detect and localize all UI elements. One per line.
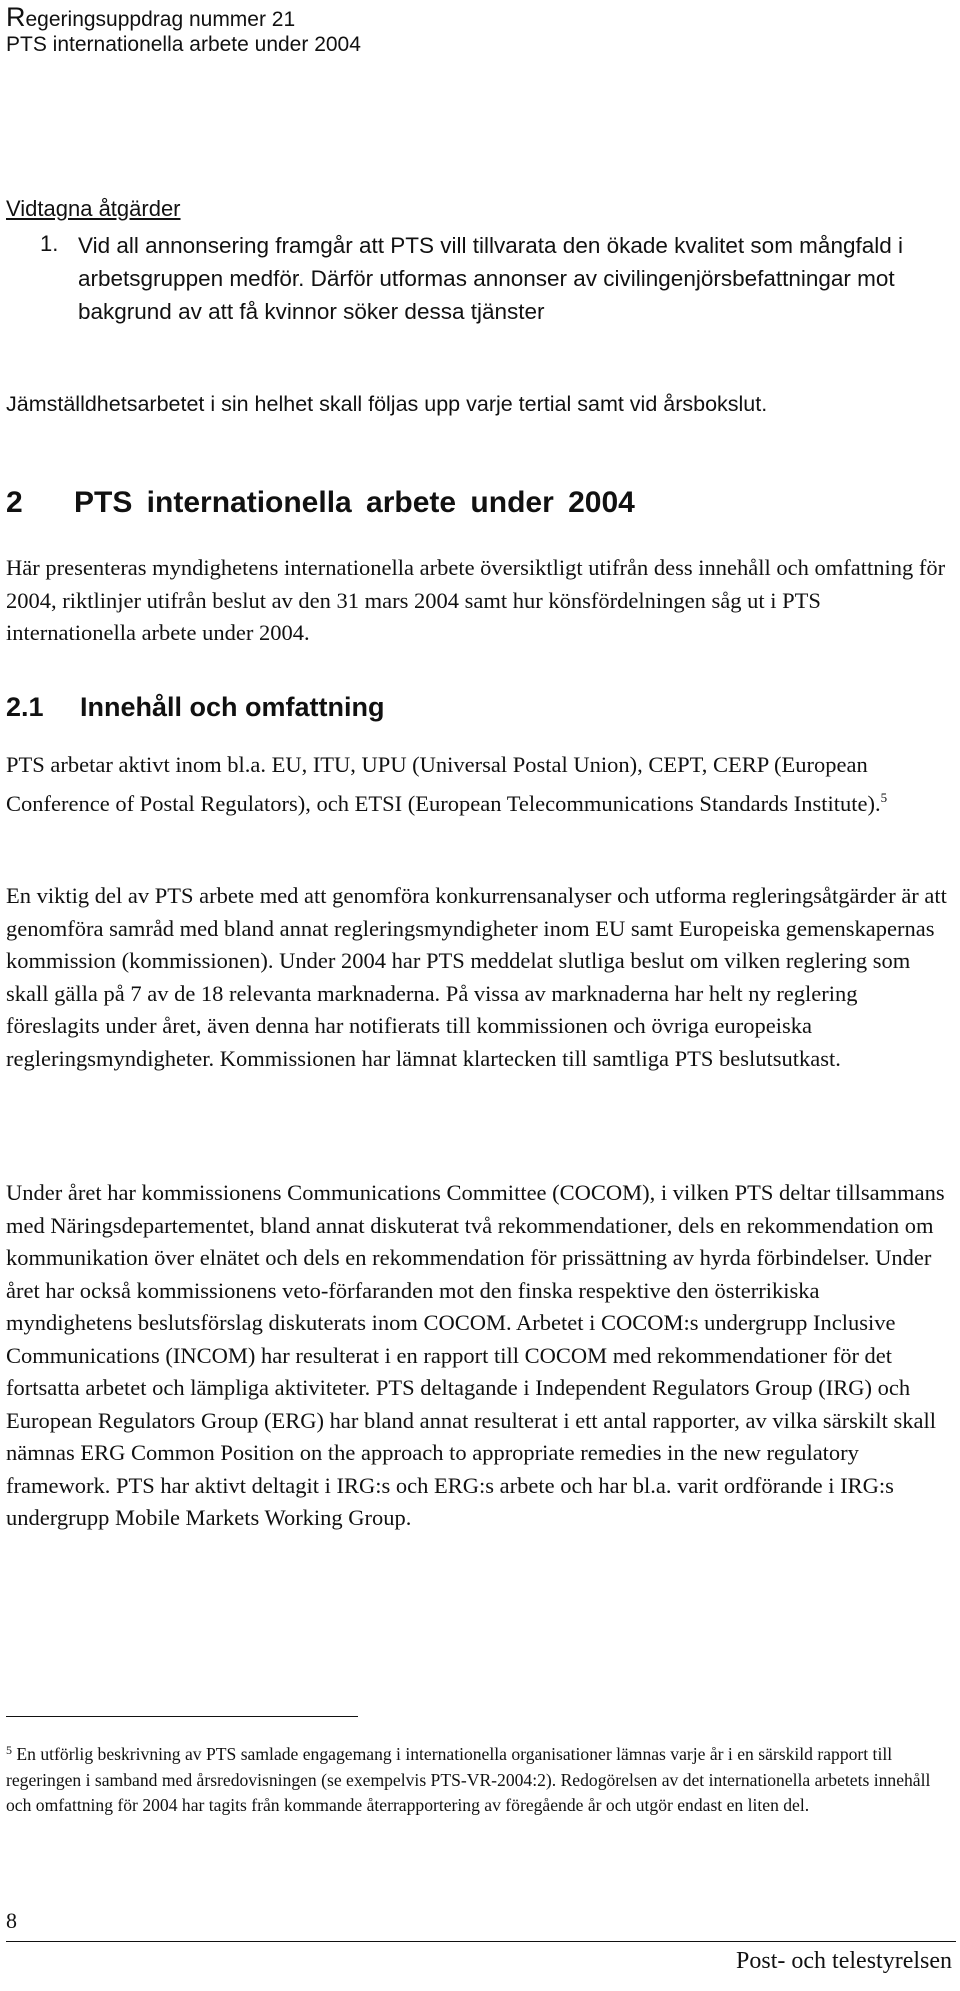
section-2-title: PTS internationella arbete under 2004	[74, 486, 635, 519]
paragraph-market-analysis: En viktig del av PTS arbete med att genomföra konkurrensanalyser och utforma regleringsåtgärder är att genomföra samråd med bland annat regleringsmyndigheter inom EU samt Europeiska gemenskapernas kommission (kommissionen). Under 2004 har PTS meddelat slutliga beslut om vilken reglering som skall gälla på 7 av de 18 relevanta marknaderna. På vissa av marknaderna har helt ny reglering föreslagits under året, även denna har notifierats till kommissionen och övriga europeiska regleringsmyndigheter. Kommissionen har lämnat klartecken till samtliga PTS beslutsutkast.	[6, 883, 947, 1071]
footnote	[6, 1738, 956, 1819]
footer-separator	[6, 1941, 956, 1942]
footer-organization: Post- och telestyrelsen	[736, 1948, 952, 1974]
footnote-reference: 5	[880, 789, 888, 805]
section-2-1-heading	[6, 692, 385, 723]
followup-paragraph: Jämställdhetsarbetet i sin helhet skall följas upp varje tertial samt vid årsbokslut.	[6, 392, 768, 416]
section-2-1-number: 2.1	[6, 692, 44, 722]
paragraph-organizations	[6, 749, 951, 820]
actions-heading: Vidtagna åtgärder	[6, 196, 181, 221]
footnote-marker: 5	[6, 1743, 12, 1757]
footnote-text: En utförlig beskrivning av PTS samlade engagemang i internationella organisationer lämnas varje år i en särskild rapport till regeringen i samband med årsredovisningen (se exempelvis PTS-VR-2004:2). Redogörelsen av det internationella arbetets innehåll och omfattning för 2004 har tagits från kommande återrapportering av föregående år och utgör endast en liten del.	[6, 1744, 931, 1815]
document-header-subtitle: PTS internationella arbete under 2004	[6, 33, 361, 56]
list-item-number: 1.	[40, 231, 59, 256]
section-2-intro: Här presenteras myndighetens internationella arbete översiktligt utifrån dess innehåll och omfattning för 2004, riktlinjer utifrån beslut av den 31 mars 2004 samt hur könsfördelningen såg ut i PTS internationella arbete under 2004.	[6, 555, 946, 645]
list-item-text: Vid all annonsering framgår att PTS vill tillvarata den ökade kvalitet som mångfald i arbetsgruppen medför. Därför utformas annonser av civilingenjörsbefattningar mot bakgrund av att få kvinnor söker dessa tjänster	[78, 233, 903, 324]
header-initial: R	[6, 2, 26, 32]
section-2-1-title: Innehåll och omfattning	[80, 692, 385, 722]
document-header-title	[6, 2, 295, 33]
section-2-number: 2	[6, 486, 23, 519]
paragraph-cocom: Under året har kommissionens Communications Committee (COCOM), i vilken PTS deltar tillsammans med Näringsdepartementet, bland annat diskuterat två rekommendationer, dels en rekommendation om kommunikation över elnätet och dels en rekommendation för prissättning av hyrda förbindelser. Under året har också kommissionens veto-förfaranden mot den finska respektive den österrikiska myndighetens beslutsförslag diskuterats inom COCOM. Arbetet i COCOM:s undergrupp Inclusive Communications (INCOM) har resulterat i en rapport till COCOM med rekommendationer för det fortsatta arbetet och lämpliga aktiviteter. PTS deltagande i Independent Regulators Group (IRG) och European Regulators Group (ERG) har bland annat resulterat i ett antal rapporter, av vilka särskilt skall nämnas ERG Common Position on the approach to appropriate remedies in the new regulatory framework. PTS har aktivt deltagit i IRG:s och ERG:s arbete och har bl.a. varit ordförande i IRG:s undergrupp Mobile Markets Working Group.	[6, 1180, 945, 1530]
section-2-heading	[6, 486, 635, 520]
header-title-rest: egeringsuppdrag nummer 21	[25, 8, 296, 31]
page-number: 8	[6, 1908, 17, 1933]
footnote-separator	[6, 1716, 358, 1717]
paragraph-organizations-text: PTS arbetar aktivt inom bl.a. EU, ITU, UPU (Universal Postal Union), CEPT, CERP (European Conference of Postal Regulators), och ETSI (European Telecommunications Standards Institute).	[6, 752, 881, 816]
